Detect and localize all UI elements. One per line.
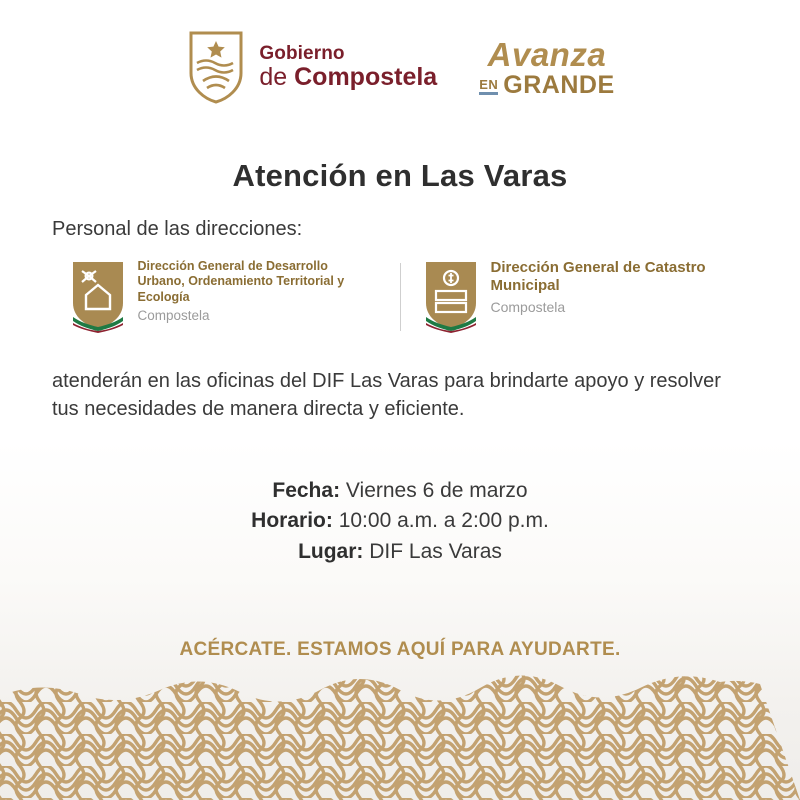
government-line2-strong: Compostela (294, 62, 438, 91)
detail-row-horario (0, 506, 800, 536)
dependency-municipality: Compostela (490, 298, 566, 315)
dependencies-row (0, 259, 800, 351)
government-line2 (259, 64, 437, 90)
page-title: Atención en Las Varas (232, 158, 568, 193)
detail-value: DIF Las Varas (369, 539, 502, 563)
campaign-logo (479, 36, 614, 98)
shield-cadastre-icon (423, 259, 479, 333)
detail-value: Viernes 6 de marzo (345, 478, 528, 502)
government-line2-pre: de (259, 62, 295, 91)
woven-braid-pattern (0, 670, 800, 800)
campaign-line2: GRANDE (503, 71, 615, 99)
event-details (0, 476, 800, 567)
campaign-small-word: EN (479, 78, 498, 95)
dependency-name: Dirección General de Catastro Municipal (490, 259, 706, 295)
call-to-action: ACÉRCATE. ESTAMOS AQUÍ PARA AYUDARTE. (179, 639, 621, 661)
government-line1: Gobierno (259, 42, 345, 64)
detail-row-fecha (0, 476, 800, 506)
header (0, 0, 800, 110)
dependency-item (70, 259, 400, 333)
dependency-municipality: Compostela (137, 307, 210, 323)
lead-text: Personal de las direcciones: (52, 218, 303, 240)
government-wordmark (259, 44, 437, 90)
detail-label: Fecha: (272, 478, 341, 502)
campaign-line2-row (479, 73, 614, 98)
government-logo (185, 29, 437, 105)
campaign-line1: Avanza (487, 36, 607, 73)
compostela-coat-of-arms-icon (185, 29, 247, 105)
detail-row-lugar (0, 537, 800, 567)
detail-label: Lugar: (298, 539, 364, 563)
body-paragraph: atenderán en las oficinas del DIF Las Varas para brindarte apoyo y resolver tus necesidades de manera directa y eficiente. (52, 370, 721, 421)
dependency-text (138, 259, 378, 323)
dependency-text (491, 259, 731, 315)
detail-label: Horario: (251, 509, 333, 533)
dependency-name: Dirección General de Desarrollo Urbano, Ordenamiento Territorial y Ecología (137, 259, 345, 304)
shield-urban-development-icon (70, 259, 126, 333)
detail-value: 10:00 a.m. a 2:00 p.m. (338, 509, 549, 533)
dependency-item (401, 259, 731, 333)
